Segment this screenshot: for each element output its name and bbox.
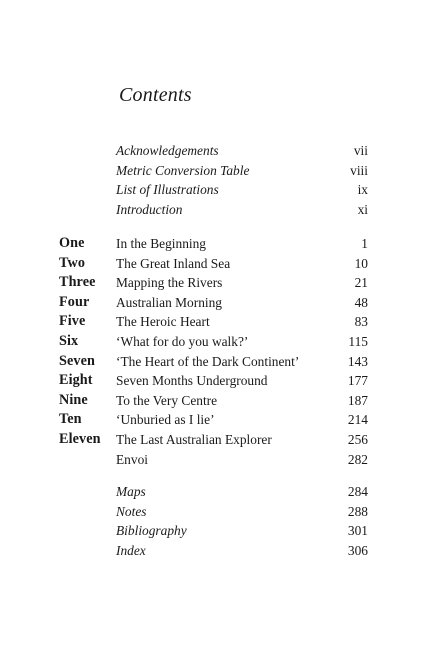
page-number: 177 xyxy=(347,373,368,389)
chapter-title: The Great Inland Sea xyxy=(116,255,231,271)
page-number: 306 xyxy=(347,542,368,558)
chapter-row xyxy=(0,410,425,430)
toc-entry: Introduction xyxy=(116,201,183,217)
page-number: 83 xyxy=(354,314,368,330)
chapter-label: Seven xyxy=(59,352,95,369)
page-number: viii xyxy=(350,162,368,178)
chapter-title: Seven Months Underground xyxy=(116,373,268,389)
toc-row xyxy=(0,200,425,220)
chapter-title: ‘What for do you walk?’ xyxy=(116,333,249,349)
chapter-label: Nine xyxy=(59,391,88,408)
chapter-row xyxy=(0,332,425,352)
page-number: vii xyxy=(353,143,368,158)
page-number: 288 xyxy=(347,503,368,519)
toc-entry: Maps xyxy=(116,484,146,499)
chapter-label: One xyxy=(59,235,85,251)
chapter-row xyxy=(0,450,425,470)
front-matter-list xyxy=(0,141,425,219)
page-number: ix xyxy=(357,182,368,198)
chapter-label: Three xyxy=(59,274,96,291)
toc-row xyxy=(0,541,425,561)
chapter-title: ‘Unburied as I lie’ xyxy=(116,412,215,428)
toc-row xyxy=(0,161,425,181)
page-number: xi xyxy=(357,201,368,217)
page-number: 143 xyxy=(347,353,368,369)
chapter-row xyxy=(0,391,425,411)
page-number: 115 xyxy=(348,333,368,349)
chapter-label: Two xyxy=(59,254,86,271)
toc-entry: Acknowledgements xyxy=(116,143,219,158)
page-number: 214 xyxy=(347,412,368,428)
toc-row xyxy=(0,521,425,541)
page-title: Contents xyxy=(119,84,192,106)
chapter-label: Five xyxy=(59,313,86,330)
chapter-label: Six xyxy=(59,332,79,349)
toc-entry: Bibliography xyxy=(116,523,187,539)
chapter-label: Ten xyxy=(59,411,82,428)
toc-row xyxy=(0,502,425,522)
chapter-title: To the Very Centre xyxy=(116,392,218,408)
toc-row xyxy=(0,180,425,200)
page-number: 48 xyxy=(354,294,368,310)
chapter-title: The Last Australian Explorer xyxy=(116,431,272,447)
chapter-list xyxy=(0,234,425,469)
chapter-title: In the Beginning xyxy=(116,236,207,251)
chapter-row xyxy=(0,430,425,450)
page-number: 256 xyxy=(347,431,368,447)
toc-row xyxy=(0,482,425,502)
chapter-row xyxy=(0,312,425,332)
chapter-title: Envoi xyxy=(116,451,148,467)
toc-entry: List of Illustrations xyxy=(116,182,219,198)
chapter-row xyxy=(0,371,425,391)
chapter-row xyxy=(0,352,425,372)
page-number: 1 xyxy=(361,236,368,251)
chapter-row xyxy=(0,234,425,254)
page-number: 284 xyxy=(347,484,368,499)
page-number: 10 xyxy=(354,255,368,271)
chapter-title: The Heroic Heart xyxy=(116,314,210,330)
chapter-title: Mapping the Rivers xyxy=(116,275,223,291)
page-number: 301 xyxy=(347,523,368,539)
page-number: 187 xyxy=(347,392,368,408)
toc-entry: Metric Conversion Table xyxy=(116,162,250,178)
chapter-row xyxy=(0,254,425,274)
toc-entry: Notes xyxy=(116,503,147,519)
chapter-label: Four xyxy=(59,293,90,310)
chapter-title: ‘The Heart of the Dark Continent’ xyxy=(116,353,300,369)
chapter-label: Eleven xyxy=(59,430,101,447)
page-number: 21 xyxy=(354,275,368,291)
chapter-label: Eight xyxy=(59,372,93,389)
back-matter-list xyxy=(0,482,425,560)
chapter-row xyxy=(0,293,425,313)
toc-row xyxy=(0,141,425,161)
page-number: 282 xyxy=(347,451,368,467)
chapter-row xyxy=(0,273,425,293)
chapter-title: Australian Morning xyxy=(116,294,222,310)
toc-entry: Index xyxy=(116,542,146,558)
